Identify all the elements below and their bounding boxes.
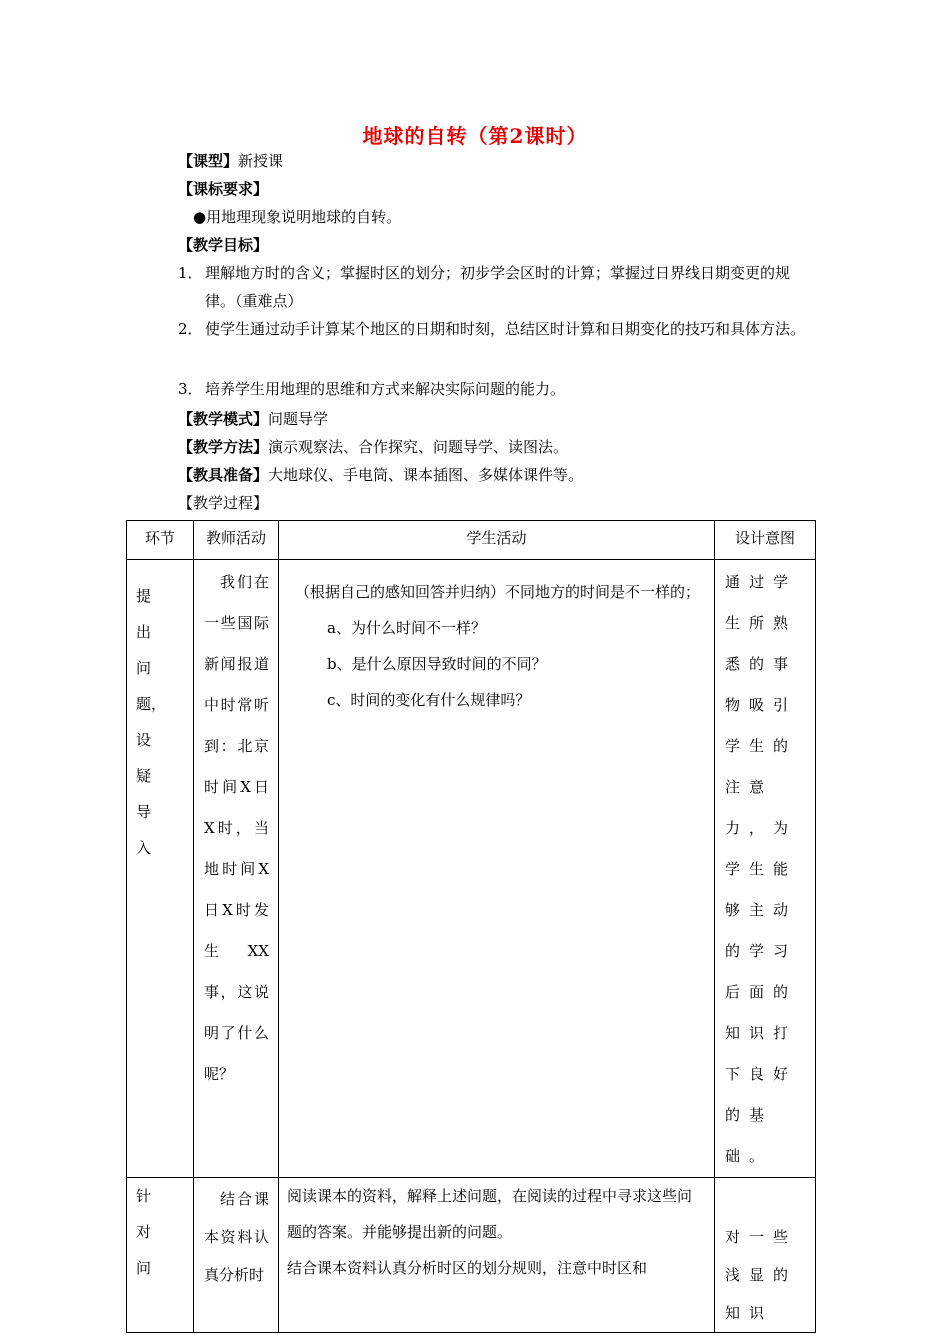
header-cell: 设计意图 (715, 521, 816, 560)
objective-text: 使学生通过动手计算某个地区的日期和时刻，总结区时计算和日期变化的技巧和具体方法。 (205, 320, 806, 338)
objective-item-1 (178, 259, 808, 315)
design-cell: 通过学生所熟悉的事物吸引学生的注意力，为学生能够主动的学习后面的知识打下良好的基础。 (715, 560, 816, 1178)
tools-line (178, 465, 583, 485)
mode-label: 【教学模式】 (178, 410, 269, 428)
standard-item: ●用地理现象说明地球的自转。 (193, 208, 402, 226)
lesson-type-label: 【课型】 (178, 152, 239, 170)
header-cell: 学生活动 (279, 521, 715, 560)
stage-cell: 提 出 问 题， 设 疑 导 入 (127, 560, 194, 1178)
methods-label: 【教学方法】 (178, 438, 269, 456)
lesson-type-line (178, 151, 283, 171)
stage-cell: 针 对 问 (127, 1178, 194, 1333)
objectives-label: 【教学目标】 (178, 236, 269, 254)
student-cell: 阅读课本的资料，解释上述问题，在阅读的过程中寻求这些问题的答案。并能够提出新的问题。 结合课本资料认真分析时区的划分规则，注意中时区和 (279, 1178, 715, 1333)
process-label: 【教学过程】 (178, 494, 269, 512)
header-cell: 环节 (127, 521, 194, 560)
document-title: 地球的自转（第2课时） (362, 124, 588, 148)
student-cell: （根据自己的感知回答并归纳）不同地方的时间是不一样的； a、为什么时间不一样？ b、是什么原因导致时间的不同？ c、时间的变化有什么规律吗？ (279, 560, 715, 1178)
objective-text: 理解地方时的含义；掌握时区的划分；初步学会区时的计算；掌握过日界线日期变更的规律。（重难点） (205, 264, 791, 310)
mode-line (178, 409, 328, 429)
lesson-type-value: 新授课 (238, 152, 284, 170)
design-cell: 对一些浅显的知识 (715, 1178, 816, 1333)
header-cell: 教师活动 (194, 521, 279, 560)
objective-num: 2． (178, 320, 203, 338)
teacher-cell: 我们在一些国际新闻报道中时常听到：北京时间X日X时，当地时间X日X时发生 XX事，这说明了什么呢？ (194, 560, 279, 1178)
objective-num: 1． (178, 264, 203, 282)
table-row (127, 1178, 816, 1333)
table-header-row (127, 521, 816, 560)
objective-item-2 (178, 315, 808, 343)
process-table (126, 520, 816, 1333)
methods-value: 演示观察法、合作探究、问题导学、读图法。 (268, 438, 569, 456)
objective-num: 3． (178, 380, 203, 398)
mode-value: 问题导学 (268, 410, 329, 428)
table-row (127, 560, 816, 1178)
tools-label: 【教具准备】 (178, 466, 269, 484)
teacher-cell: 结合课本资料认真分析时 (194, 1178, 279, 1333)
tools-value: 大地球仪、手电筒、课本插图、多媒体课件等。 (268, 466, 584, 484)
objective-item-3 (178, 375, 808, 403)
standard-label: 【课标要求】 (178, 180, 269, 198)
methods-line (178, 437, 568, 457)
objective-text: 培养学生用地理的思维和方式来解决实际问题的能力。 (205, 380, 566, 398)
